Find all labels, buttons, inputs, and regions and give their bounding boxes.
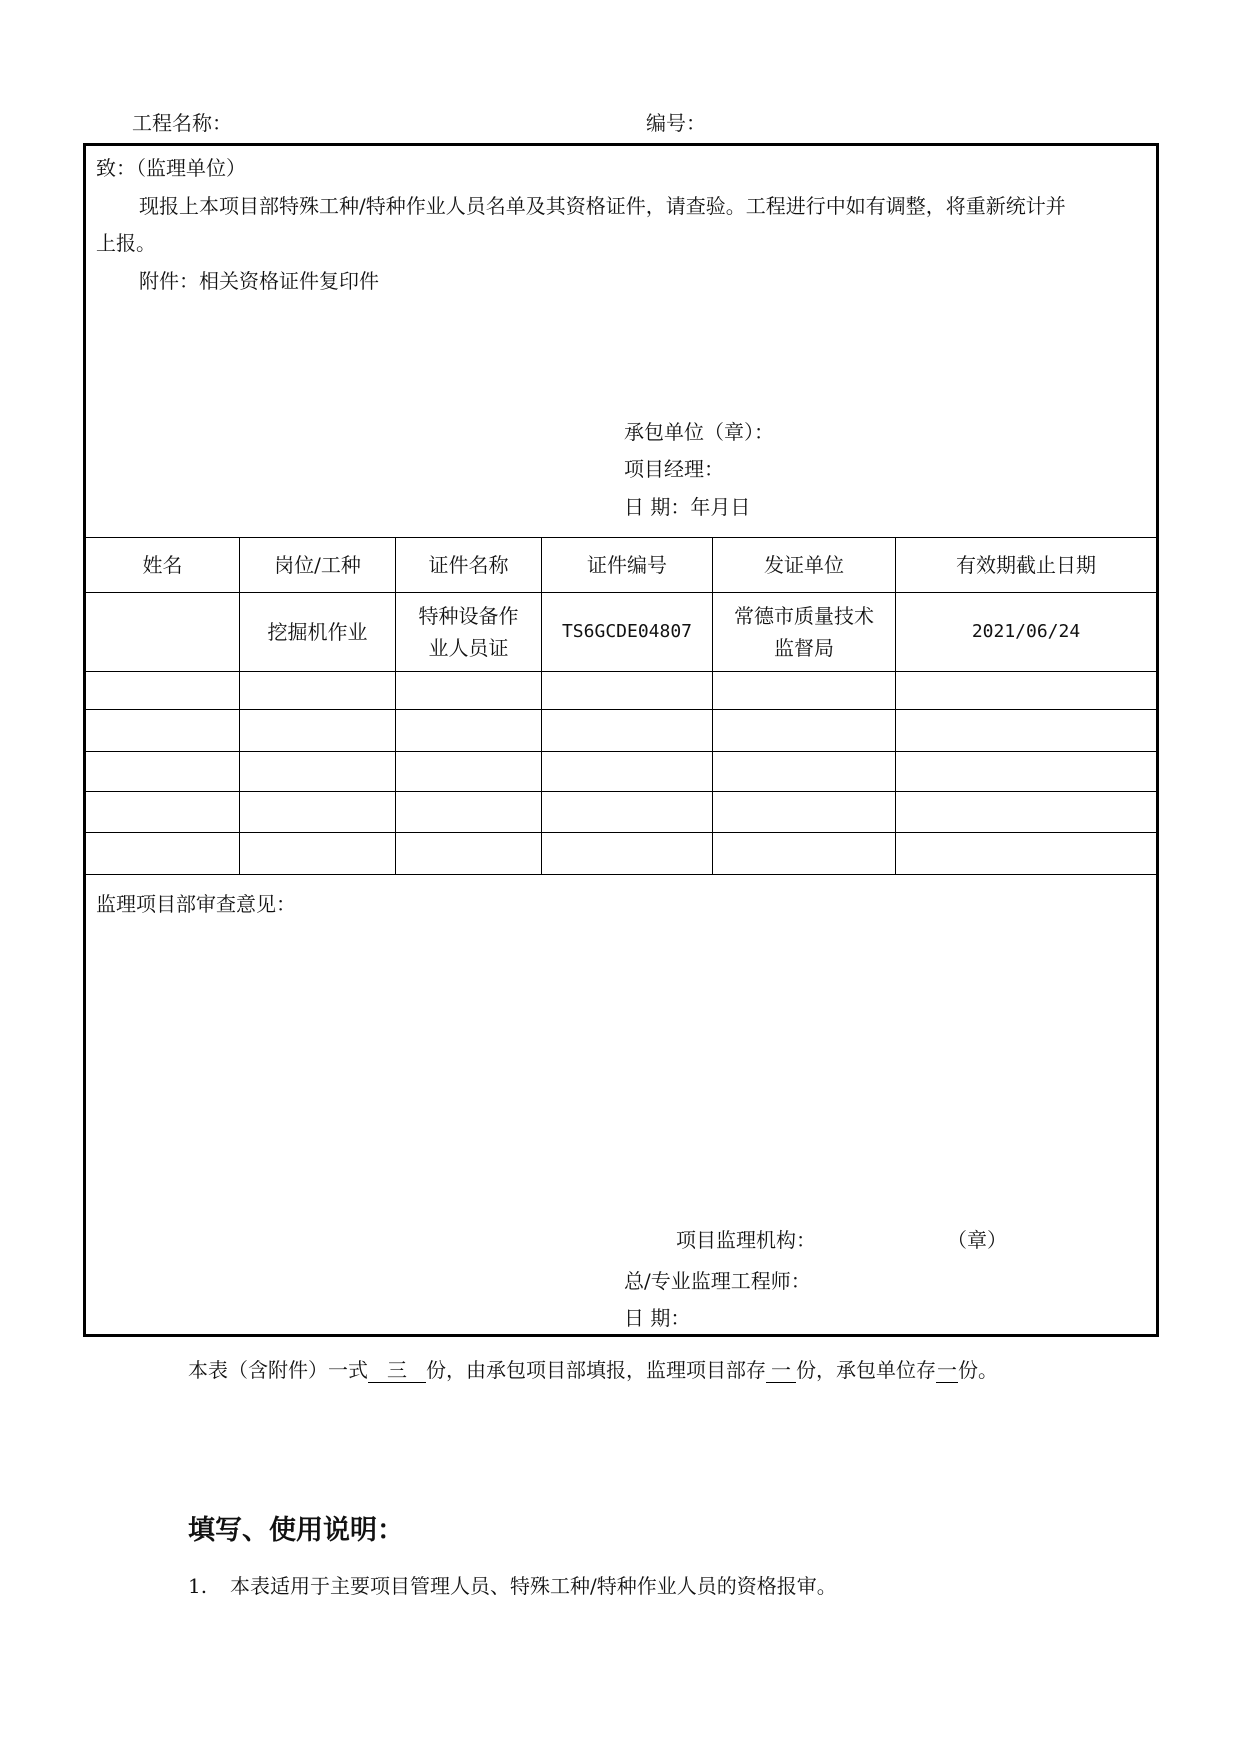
review-title: 监理项目部审查意见： xyxy=(96,892,296,916)
row1-name xyxy=(86,593,239,671)
copies-supervision: 一 xyxy=(766,1358,796,1383)
row1-cert-name-line1: 特种设备作 xyxy=(418,604,519,628)
instruction-number: 1. xyxy=(188,1574,208,1598)
footer-part1: 本表（含附件）一式 xyxy=(188,1358,368,1382)
form-frame xyxy=(83,143,1159,1337)
table-row-line xyxy=(86,832,1156,833)
seal-label: （章） xyxy=(947,1228,1007,1252)
header-cert-number: 证件编号 xyxy=(587,553,667,577)
header-cert-name: 证件名称 xyxy=(428,553,509,577)
engineer-label: 总/专业监理工程师： xyxy=(624,1269,811,1293)
table-row-line xyxy=(86,671,1156,672)
header-name: 姓名 xyxy=(142,553,183,577)
instruction-text: 本表适用于主要项目管理人员、特殊工种/特种作业人员的资格报审。 xyxy=(230,1574,837,1598)
table-row-line xyxy=(86,791,1156,792)
row1-cert-name xyxy=(396,593,541,671)
supervision-org-label: 项目监理机构： xyxy=(676,1228,816,1252)
row1-position: 挖掘机作业 xyxy=(267,620,368,644)
footer-part3: 份，承包单位存 xyxy=(796,1358,936,1382)
row1-issuer-line1: 常德市质量技术 xyxy=(734,604,874,628)
copies-total: 三 xyxy=(368,1358,426,1383)
row1-cert-number: TS6GCDE04807 xyxy=(561,621,693,642)
row1-expiry: 2021/06/24 xyxy=(971,621,1081,642)
instructions-title: 填写、使用说明： xyxy=(188,1515,404,1546)
copies-contractor: 一 xyxy=(937,1358,957,1382)
footer-part2: 份，由承包项目部填报，监理项目部存 xyxy=(426,1358,766,1382)
instruction-item xyxy=(188,1570,837,1599)
top-date-label: 日 期：年月日 xyxy=(624,495,751,519)
review-date-label: 日 期： xyxy=(624,1306,691,1330)
project-name-label: 工程名称： xyxy=(132,111,232,135)
footer-part4: 份。 xyxy=(958,1358,998,1382)
row1-issuer xyxy=(713,593,895,671)
footer-note xyxy=(188,1354,998,1383)
row1-issuer-line2: 监督局 xyxy=(774,636,834,660)
header-issuer: 发证单位 xyxy=(764,553,844,577)
number-label: 编号： xyxy=(646,111,706,135)
manager-label: 项目经理： xyxy=(624,457,724,481)
header-position: 岗位/工种 xyxy=(274,553,361,577)
body-line-1: 现报上本项目部特殊工种/特种作业人员名单及其资格证件，请查验。工程进行中如有调整，将重新统计并 xyxy=(139,194,1066,218)
row1-cert-name-line2: 业人员证 xyxy=(428,636,509,660)
contractor-label: 承包单位（章）： xyxy=(624,420,774,444)
table-row-line xyxy=(86,709,1156,710)
table-bottom-line xyxy=(86,874,1156,875)
to-line: 致：（监理单位） xyxy=(96,156,246,180)
attachment-line: 附件：相关资格证件复印件 xyxy=(139,269,379,293)
header-expiry: 有效期截止日期 xyxy=(956,553,1096,577)
body-line-2: 上报。 xyxy=(96,231,156,255)
table-row-line xyxy=(86,751,1156,752)
